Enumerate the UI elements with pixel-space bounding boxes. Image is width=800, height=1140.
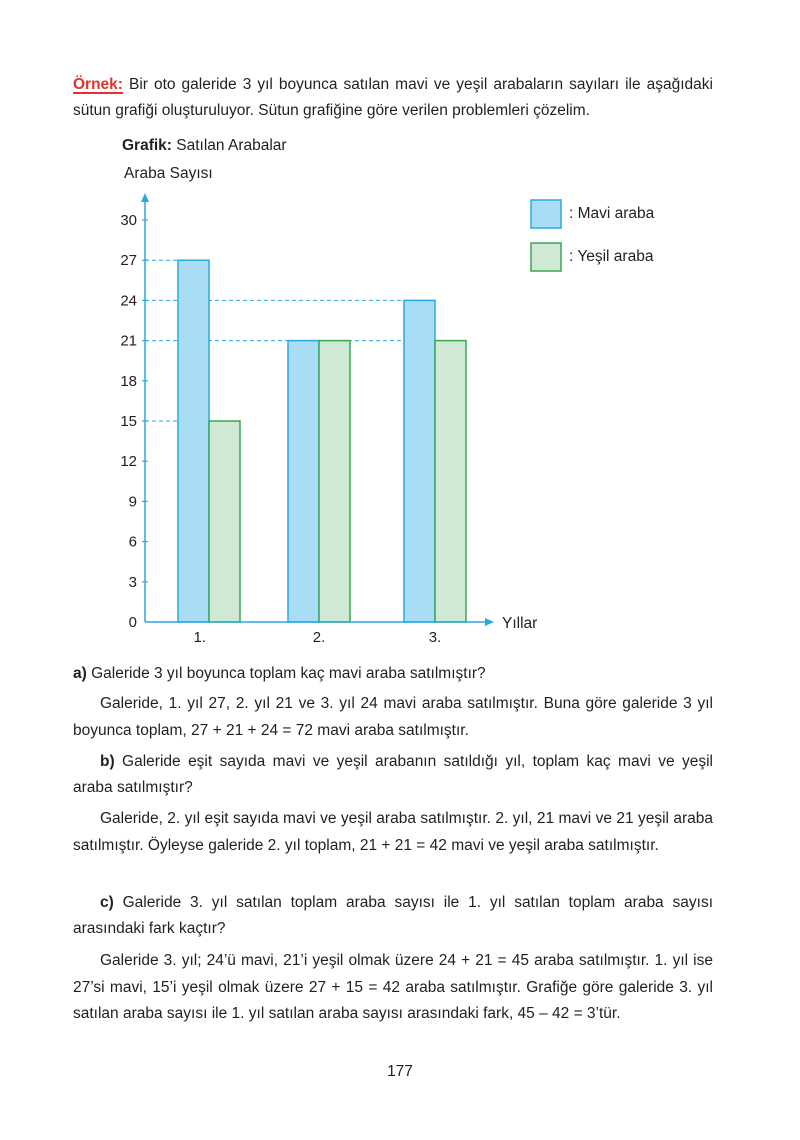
question-c xyxy=(73,890,713,942)
question-a-text: Galeride 3 yıl boyunca toplam kaç mavi araba satılmıştır? xyxy=(86,665,486,682)
answer-a: Galeride, 1. yıl 27, 2. yıl 21 ve 3. yıl 24 mavi araba satılmıştır. Buna göre galeride 3 yıl boyunca toplam, 27 + 21 + 24 = 72 mavi araba satılmıştır. xyxy=(73,695,713,739)
question-a-label: a) xyxy=(73,665,87,682)
intro-text: Bir oto galeride 3 yıl boyunca satılan mavi ve yeşil arabaların sayıları ile aşağıdaki sütun grafiği oluşturuluyor. Sütun grafiğine göre verilen problemleri çözelim. xyxy=(73,76,713,119)
question-c-label: c) xyxy=(100,894,114,911)
x-axis-arrow xyxy=(485,618,494,626)
y-tick-label: 15 xyxy=(120,413,137,430)
answer-c: Galeride 3. yıl; 24’ü mavi, 21’i yeşil olmak üzere 24 + 21 = 45 araba satılmıştır. 1. yıl ise 27’si mavi, 15’i yeşil olmak üzere 27 + 15 = 42 araba satılmıştır. Grafiğe göre galeride 3. yıl satılan araba sayısı ile 1. yıl satılan araba sayısı arasındaki fark, 45 – 42 = 3’tür. xyxy=(73,952,713,1022)
legend-label-green: : Yeşil araba xyxy=(569,248,654,265)
y-tick-label: 9 xyxy=(128,493,137,511)
y-tick-label: 12 xyxy=(120,453,137,471)
y-tick-label: 27 xyxy=(120,252,137,270)
x-tick-label: 2. xyxy=(312,629,326,646)
y-tick-label: 6 xyxy=(128,533,137,551)
bar-blue-3 xyxy=(404,300,435,622)
y-tick-label: 30 xyxy=(120,212,137,229)
chart-title-label: Grafik: xyxy=(122,137,172,154)
legend-label-blue: : Mavi araba xyxy=(569,205,655,222)
x-tick-label: 1. xyxy=(193,629,206,646)
bar-green-3 xyxy=(435,341,466,622)
question-c-text: Galeride 3. yıl satılan toplam araba sayısı ile 1. yıl satılan toplam araba sayısı arasındaki fark kaçtır? xyxy=(73,894,713,937)
y-tick-label: 24 xyxy=(120,292,137,310)
page-number: 177 xyxy=(387,1063,413,1080)
y-axis-label: Araba Sayısı xyxy=(124,165,213,182)
y-tick-label: 18 xyxy=(120,372,137,390)
answer-b: Galeride, 2. yıl eşit sayıda mavi ve yeşil araba satılmıştır. 2. yıl, 21 mavi ve 21 yeşil araba satılmıştır. Öyleyse galeride 2. yıl toplam, 21 + 21 = 42 mavi ve yeşil araba satılmıştır. xyxy=(73,810,713,854)
example-label: Örnek: xyxy=(73,76,123,93)
y-tick-label: 21 xyxy=(120,332,137,350)
legend-swatch-green xyxy=(531,243,561,271)
chart-title-text: Satılan Arabalar xyxy=(176,137,287,154)
bar-blue-2 xyxy=(288,341,319,622)
x-axis-label: Yıllar xyxy=(502,615,538,632)
x-tick-label: 3. xyxy=(428,629,442,646)
question-a xyxy=(73,661,713,687)
bar-green-2 xyxy=(319,341,350,622)
bar-green-1 xyxy=(209,421,240,622)
bar-blue-1 xyxy=(178,260,209,622)
y-tick-label: 3 xyxy=(128,573,137,591)
question-b-text: Galeride eşit sayıda mavi ve yeşil arabanın satıldığı yıl, toplam kaç mavi ve yeşil araba satılmıştır? xyxy=(73,753,713,796)
question-b xyxy=(73,749,713,801)
question-b-label: b) xyxy=(100,753,115,770)
y-tick-label: 0 xyxy=(128,614,137,631)
legend-swatch-blue xyxy=(531,200,561,228)
y-axis-arrow xyxy=(141,193,149,202)
